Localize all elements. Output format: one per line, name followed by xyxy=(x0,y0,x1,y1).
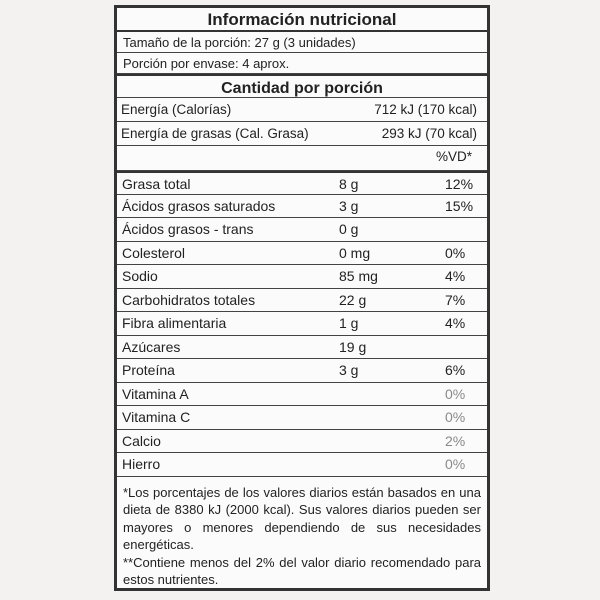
nutrient-row xyxy=(117,289,487,313)
nutrient-row xyxy=(117,265,487,289)
nutrient-row xyxy=(117,218,487,242)
nutrient-name: Colesterol xyxy=(122,244,186,261)
nutrient-daily-value: 0% xyxy=(445,409,466,425)
fat-energy-row xyxy=(117,122,487,146)
nutrient-amount: 8 g xyxy=(339,176,359,192)
nutrient-daily-value: 4% xyxy=(445,268,466,284)
nutrient-amount: 3 g xyxy=(339,362,359,378)
nutrient-row xyxy=(117,195,487,219)
nutrition-facts-label xyxy=(114,5,490,591)
footnote-daily-values: *Los porcentajes de los valores diarios están basados en una dieta de 8380 kJ (2000 kcal). Sus valores diarios pueden ser mayores o menores dependiendo de sus necesidades energéticas. xyxy=(123,484,481,552)
nutrient-row xyxy=(117,312,487,336)
fat-energy-label: Energía de grasas (Cal. Grasa) xyxy=(121,126,309,141)
nutrient-name: Ácidos grasos - trans xyxy=(122,221,254,237)
nutrient-amount: 1 g xyxy=(339,315,359,331)
nutrient-amount: 3 g xyxy=(339,197,359,214)
fat-energy-value: 293 kJ (70 kcal) xyxy=(381,126,477,141)
nutrient-table xyxy=(117,171,487,477)
energy-value: 712 kJ (170 kcal) xyxy=(374,102,477,117)
nutrient-name: Grasa total xyxy=(122,176,191,192)
nutrient-row xyxy=(117,383,487,407)
footnote-less-than-2: **Contiene menos del 2% del valor diario recomendado para estos nutrientes. xyxy=(123,554,481,587)
nutrient-daily-value: 0% xyxy=(445,385,466,402)
nutrient-amount: 85 mg xyxy=(339,268,378,284)
nutrient-amount: 19 g xyxy=(339,338,367,355)
energy-row xyxy=(117,98,487,122)
nutrient-name: Proteína xyxy=(122,362,175,378)
section-title: Cantidad por porción xyxy=(117,74,487,98)
nutrient-daily-value: 12% xyxy=(445,176,474,192)
nutrient-daily-value: 4% xyxy=(445,315,466,331)
nutrient-amount: 0 mg xyxy=(339,244,371,261)
nutrient-row xyxy=(117,406,487,430)
nutrient-row xyxy=(117,336,487,360)
nutrient-row xyxy=(117,171,487,195)
nutrient-amount: 0 g xyxy=(339,221,359,237)
nutrient-name: Ácidos grasos saturados xyxy=(122,197,276,214)
servings-per-package: Porción por envase: 4 aprox. xyxy=(117,53,487,74)
nutrient-amount: 22 g xyxy=(339,291,367,308)
nutrient-row xyxy=(117,242,487,266)
serving-size: Tamaño de la porción: 27 g (3 unidades) xyxy=(117,32,487,53)
nutrient-daily-value: 0% xyxy=(445,456,466,472)
nutrient-name: Fibra alimentaria xyxy=(122,315,227,331)
nutrient-name: Sodio xyxy=(122,268,158,284)
nutrient-name: Hierro xyxy=(122,456,161,472)
nutrient-daily-value: 2% xyxy=(445,432,466,449)
nutrient-name: Vitamina C xyxy=(122,409,191,425)
footnotes xyxy=(117,477,487,589)
nutrient-row xyxy=(117,430,487,454)
nutrient-name: Calcio xyxy=(122,432,161,449)
energy-label: Energía (Calorías) xyxy=(121,102,232,117)
nutrient-daily-value: 6% xyxy=(445,362,466,378)
nutrient-name: Azúcares xyxy=(122,338,181,355)
nutrient-name: Vitamina A xyxy=(122,385,189,402)
vd-header-row xyxy=(117,146,487,171)
nutrient-daily-value: 7% xyxy=(445,291,466,308)
nutrient-daily-value: 0% xyxy=(445,244,466,261)
nutrient-daily-value: 15% xyxy=(445,197,474,214)
nutrient-name: Carbohidratos totales xyxy=(122,291,256,308)
nutrient-row xyxy=(117,359,487,383)
label-title: Información nutricional xyxy=(117,8,487,32)
nutrient-row xyxy=(117,453,487,477)
vd-header: %VD* xyxy=(436,149,473,164)
